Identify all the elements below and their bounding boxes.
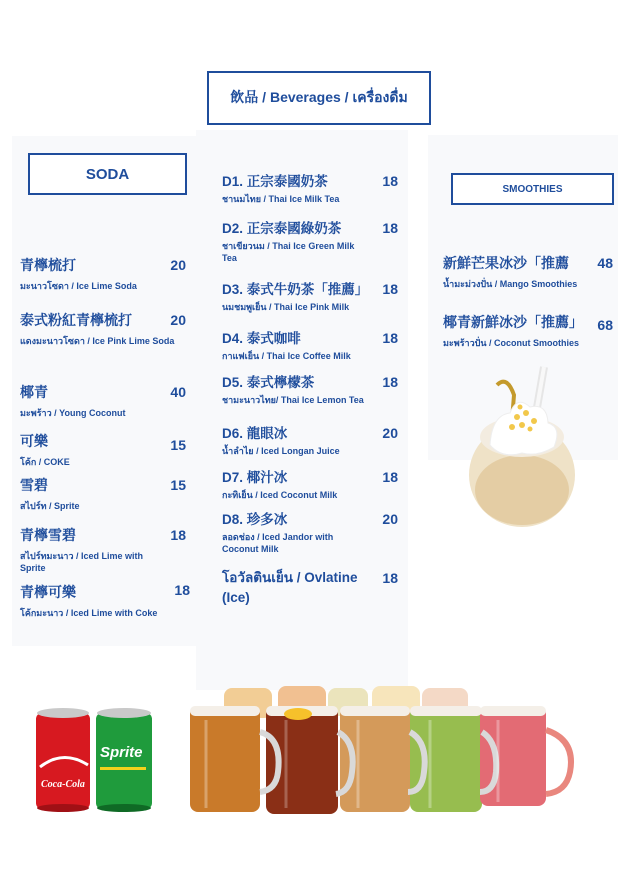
- item-description: โค้กมะนาว / Iced Lime with Coke: [20, 608, 158, 618]
- item-description: ชาเขียวนม / Thai Ice Green Milk Tea: [222, 241, 355, 263]
- item-description: น้ำลำไย / Iced Longan Juice: [222, 446, 340, 456]
- item-description: แดงมะนาวโซดา / Ice Pink Lime Soda: [20, 336, 175, 346]
- item-price: 15: [170, 477, 186, 493]
- item-price: 40: [170, 384, 186, 400]
- smoothies-title: [451, 173, 614, 205]
- soda-cans-image: [34, 707, 156, 812]
- menu-item: [222, 220, 398, 264]
- item-price: 20: [170, 257, 186, 273]
- item-name: 青檸雪碧: [20, 527, 76, 543]
- item-price: 15: [170, 437, 186, 453]
- item-description: โค้ก / COKE: [20, 457, 70, 467]
- coke-can-text: Coca-Cola: [41, 779, 85, 790]
- menu-item: [222, 330, 398, 362]
- menu-item: [222, 374, 398, 406]
- page-title-text: 飲品 / Beverages / เครื่องดื่ม: [230, 89, 408, 105]
- item-description: ลอดช่อง / Iced Jandor with Coconut Milk: [222, 532, 334, 554]
- item-price: 18: [382, 281, 398, 297]
- menu-item: [222, 568, 398, 608]
- item-description: กะทิเย็น / Iced Coconut Milk: [222, 490, 338, 500]
- item-name: โอวัลตินเย็น / Ovlatine (Ice): [222, 570, 358, 605]
- smoothies-title-text: SMOOTHIES: [502, 183, 563, 195]
- item-price: 20: [170, 312, 186, 328]
- item-name: 青檸可樂: [20, 584, 76, 600]
- item-description: นมชมพูเย็น / Thai Ice Pink Milk: [222, 302, 350, 312]
- item-name: 新鮮芒果冰沙「推薦: [443, 255, 569, 271]
- item-description: มะนาวโซดา / Ice Lime Soda: [20, 281, 137, 291]
- menu-item: [20, 527, 186, 574]
- item-name: D8. 珍多冰: [222, 512, 288, 527]
- item-name: D4. 泰式咖啡: [222, 331, 301, 346]
- item-description: ชามะนาวไทย/ Thai Ice Lemon Tea: [222, 395, 364, 405]
- item-description: มะพร้าวปั่น / Coconut Smoothies: [443, 338, 580, 348]
- item-name: 可樂: [20, 433, 48, 449]
- item-name: D5. 泰式檸檬茶: [222, 375, 315, 390]
- menu-item: [20, 384, 186, 419]
- item-price: 18: [382, 374, 398, 390]
- item-price: 68: [597, 317, 613, 333]
- item-name: D2. 正宗泰國綠奶茶: [222, 221, 342, 236]
- item-description: มะพร้าว / Young Coconut: [20, 408, 126, 418]
- item-price: 18: [382, 173, 398, 189]
- item-name: D6. 龍眼冰: [222, 426, 288, 441]
- item-price: 18: [382, 220, 398, 236]
- item-name: 椰青新鮮冰沙「推薦」: [443, 314, 583, 330]
- soda-title-text: SODA: [85, 165, 130, 183]
- coconut-smoothie-image: [462, 365, 582, 530]
- item-price: 18: [170, 527, 186, 543]
- page-title: [207, 71, 431, 125]
- menu-item: [443, 314, 613, 349]
- item-name: 椰青: [20, 384, 48, 400]
- item-description: สไปร์ทมะนาว / Iced Lime with Sprite: [20, 551, 144, 573]
- menu-item: [20, 582, 190, 619]
- sprite-can-text: Sprite: [100, 744, 143, 761]
- item-description: น้ำมะม่วงปั่น / Mango Smoothies: [443, 279, 578, 289]
- soda-title: [28, 153, 187, 195]
- item-name: 泰式粉紅青檸梳打: [20, 312, 132, 328]
- item-name: D7. 椰汁冰: [222, 470, 288, 485]
- item-description: ชานมไทย / Thai Ice Milk Tea: [222, 194, 340, 204]
- menu-item: [443, 255, 613, 290]
- item-name: D1. 正宗泰國奶茶: [222, 174, 328, 189]
- item-name: D3. 泰式牛奶茶「推薦」: [222, 282, 369, 297]
- menu-item: [222, 281, 398, 313]
- menu-item: [222, 173, 398, 205]
- menu-item: [20, 433, 186, 468]
- item-price: 18: [174, 582, 190, 598]
- item-price: 48: [597, 255, 613, 271]
- item-price: 18: [382, 469, 398, 485]
- item-price: 20: [382, 511, 398, 527]
- item-description: กาแฟเย็น / Thai Ice Coffee Milk: [222, 351, 351, 361]
- item-price: 20: [382, 425, 398, 441]
- drink-mugs-image: [186, 682, 578, 817]
- menu-item: [222, 511, 398, 555]
- item-price: 18: [382, 570, 398, 586]
- item-name: 雪碧: [20, 477, 48, 493]
- menu-item: [222, 425, 398, 457]
- item-price: 18: [382, 330, 398, 346]
- menu-item: [20, 312, 186, 347]
- menu-item: [222, 469, 398, 501]
- menu-item: [20, 477, 186, 512]
- item-name: 青檸梳打: [20, 257, 76, 273]
- menu-item: [20, 257, 186, 292]
- item-description: สไปร์ท / Sprite: [20, 501, 80, 511]
